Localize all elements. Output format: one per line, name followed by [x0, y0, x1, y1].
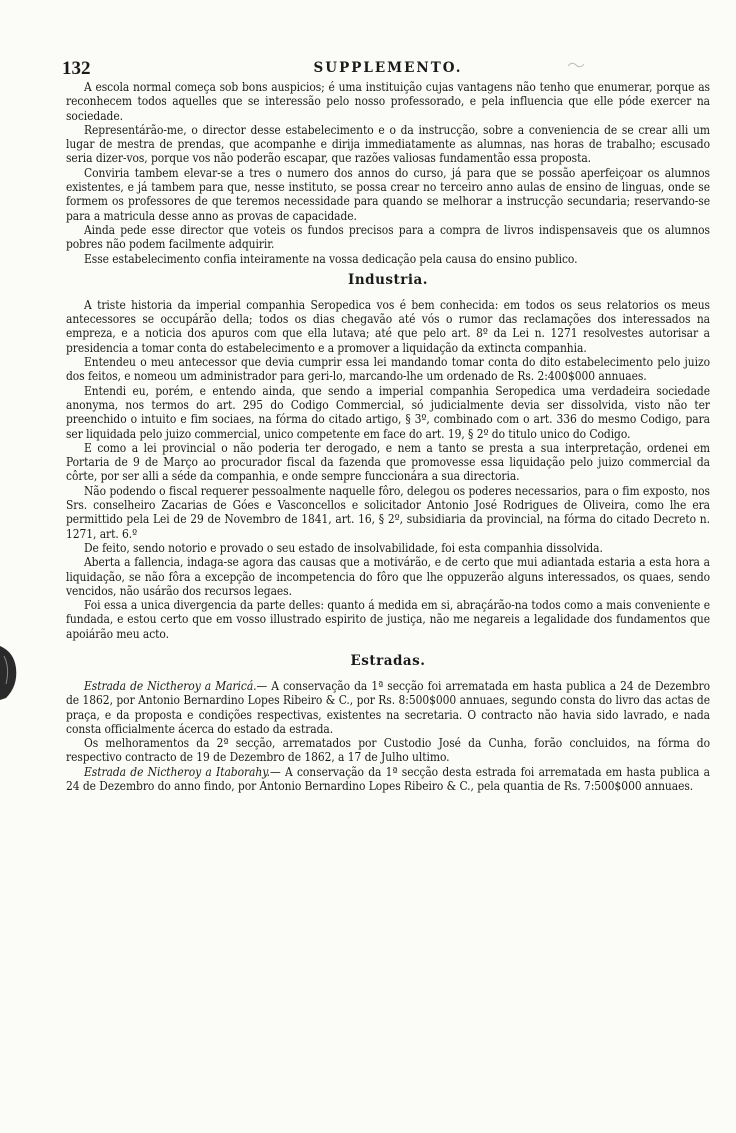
- paragraph: A escola normal começa sob bons auspicios; é uma instituição cujas vantagens não tenho que enumerar, porque as reconhecem todos aquelles que se interessão pelo nosso professorado, e pela influencia que elle póde exercer na sociedade.: [66, 80, 710, 123]
- book-page: [62, 58, 711, 794]
- estradas-section: [66, 653, 710, 793]
- paragraph: De feito, sendo notorio e provado o seu estado de insolvabilidade, foi esta companhia dissolvida.: [84, 540, 603, 555]
- section-heading: Estradas.: [350, 652, 426, 669]
- page-header: [62, 58, 710, 80]
- paragraph: Foi essa a unica divergencia da parte delles: quanto á medida em si, abraçárão-na todos como a mais conveniente e fundada, e estou certo que em vosso illustrado espirito de justiça, não me negareis a legalidade dos fundamentos que apoiárão meu acto.: [66, 598, 710, 641]
- paragraph: Entendi eu, porém, e entendo ainda, que sendo a imperial companhia Seropedica uma verdadeira sociedade anonyma, nos termos do art. 295 do Codigo Commercial, só judicialmente devia ser dissolvida, visto não ter preenchido o intuito e fim sociaes, na fórma do citado artigo, § 3º, combinado com o art. 336 do mesmo Codigo, para ser liquidada pelo juizo commercial, unico competente em face do art. 19, § 2º do titulo unico do Codigo.: [66, 383, 710, 441]
- section-heading: Industria.: [348, 271, 428, 288]
- paragraph-lead: Estrada de Nictheroy a Itaborahy.: [84, 764, 270, 779]
- paragraph-lead: Estrada de Nictheroy a Maricá.: [84, 678, 257, 693]
- paragraph-text: — A conservação da 1ª secção desta estrada foi arrematada em hasta publica a 24 de Dezembro do anno findo, por Antonio Bernardino Lopes Ribeiro & C., pela quantia de Rs. 7:500$000 annuaes.: [66, 764, 710, 794]
- paragraph: Não podendo o fiscal requerer pessoalmente naquelle fôro, delegou os poderes necessarios, para o fim exposto, nos Srs. conselheiro Zacarias de Góes e Vasconcellos e solicitador Antonio José Rodrigues de Oliveira, como lhe era permittido pela Lei de 29 de Novembro de 1841, art. 16, § 2º, subsidiaria da provincial, na fórma do citado Decreto n. 1271, art. 6.º: [66, 483, 710, 541]
- paragraph: [66, 679, 710, 736]
- spacer: [66, 641, 710, 647]
- paragraph: E como a lei provincial o não poderia ter derogado, e nem a tanto se presta a sua interpretação, ordenei em Portaria de 9 de Março ao procurador fiscal da fazenda que promovesse essa liquidação pelo juizo commercial da côrte, por ser alli a séde da companhia, e onde sempre funccionára a sua directoria.: [66, 440, 710, 484]
- page-edge-blot-icon: [0, 642, 22, 702]
- paragraph: [66, 736, 710, 765]
- paragraph: Aberta a fallencia, indaga-se agora das causas que a motivárão, e de certo que mui adiantada estaria a esta hora a liquidação, se não fôra a excepção de incompetencia do fôro que lhe oppuzerão alguns interessados, os quaes, sendo vencidos, não usárão dos recursos legaes.: [66, 555, 710, 598]
- page-number: 132: [62, 58, 91, 79]
- paragraph: A triste historia da imperial companhia Seropedica vos é bem conhecida: em todos os seus relatorios os meus antecessores se occupárão della; todos os dias chegavão até vós o rumor das reclamações dos interessados na empreza, e a noticia dos apuros com que ella lutava; até que pelo art. 8º da Lei n. 1271 resolvestes autorisar a presidencia a tomar conta do estabelecimento e a promover a liquidação da extincta companhia.: [66, 297, 710, 355]
- paragraph-text: Os melhoramentos da 2ª secção, arrematados por Custodio José da Cunha, forão concluidos, na fórma do respectivo contracto de 19 de Dezembro de 1862, a 17 de Julho ultimo.: [66, 736, 710, 765]
- paragraph: [66, 765, 710, 794]
- paragraph: Conviria tambem elevar-se a tres o numero dos annos do curso, já para que se possão aperfeiçoar os alumnos existentes, e já tambem para que, nesse instituto, se possa crear no terceiro anno aulas de ensino de linguas, onde se formem os professores de que teremos necessidade para quando se melhorar a instrucção secundaria; reservando-se para a matricula desse anno as provas de capacidade.: [66, 165, 710, 223]
- intro-section: [66, 80, 710, 266]
- paragraph: Ainda pede esse director que voteis os fundos precisos para a compra de livros indispensaveis que os alumnos pobres não podem facilmente adquirir.: [66, 222, 710, 252]
- paragraph-text: — A conservação da 1ª secção foi arrematada em hasta publica a 24 de Dezembro de 1862, por Antonio Bernardino Lopes Ribeiro & C., por Rs. 8:500$000 annuaes, segundo consta do livro das actas de praça, e da proposta e condições respectivas, existentes na secretaria. O contracto não havia sido lavrado, e nada consta officialmente ácerca do estado da estrada.: [66, 678, 711, 736]
- paragraph: Esse estabelecimento confia inteiramente na vossa dedicação pela causa do ensino publico.: [84, 251, 578, 266]
- industria-section: [66, 272, 710, 641]
- paragraph: Representárão-me, o director desse estabelecimento e o da instrucção, sobre a conveniencia de se crear alli um lugar de mestra de prendas, que acompanhe e dirija immediatamente as alumnas, nas horas de trabalho; escusado seria dizer-vos, porque vos não poderão escapar, que razões valiosas fundamentão essa proposta.: [66, 122, 710, 166]
- running-head: SUPPLEMENTO.: [313, 60, 463, 76]
- paragraph: Entendeu o meu antecessor que devia cumprir essa lei mandando tomar conta do dito estabelecimento pelo juizo dos feitos, e nomeou um administrador para geri-lo, marcando-lhe um ordenado de Rs. 2:400$000 annuaes.: [66, 355, 710, 384]
